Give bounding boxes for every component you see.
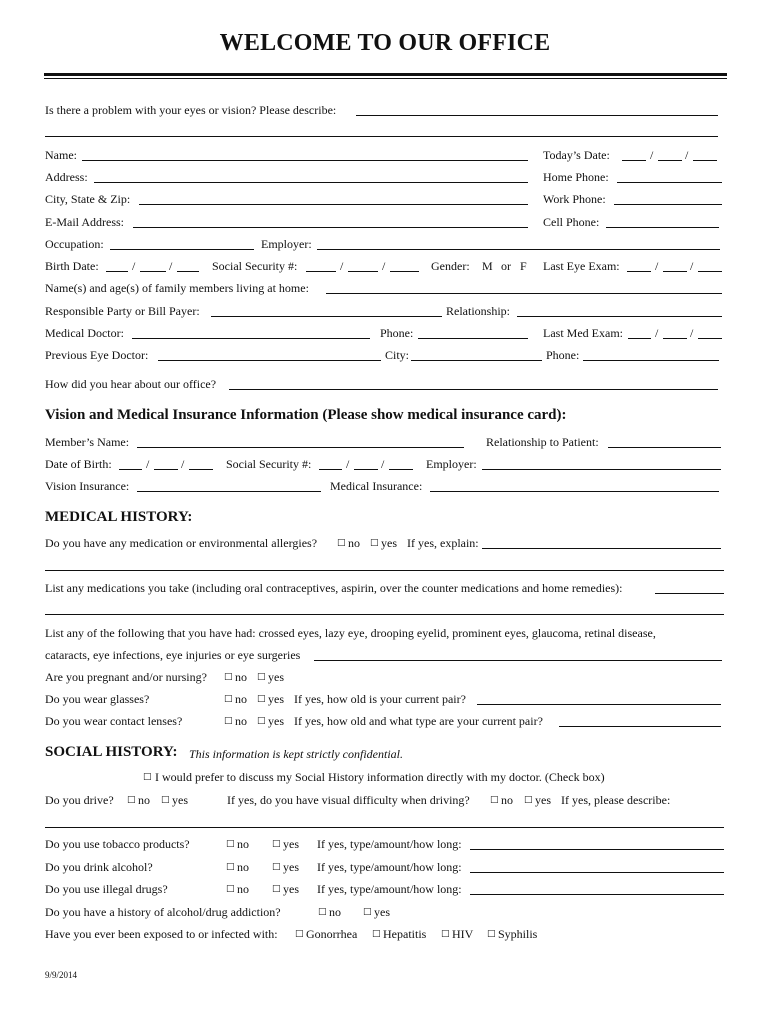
insured-ssn-part-2[interactable] — [354, 469, 378, 470]
medications-question: List any medications you take (including oral contraceptives, aspirin, over the counter medications and home remedies): — [45, 581, 623, 595]
last-med-exam-label: Last Med Exam: — [543, 326, 623, 340]
medications-field-2[interactable] — [45, 614, 724, 615]
addiction-yes-label: yes — [374, 905, 390, 919]
hear-about-field[interactable] — [229, 389, 718, 390]
drive-difficulty-question: If yes, do you have visual difficulty when driving? — [227, 793, 470, 807]
medical-doctor-field[interactable] — [132, 338, 370, 339]
last-med-exam-year[interactable] — [698, 338, 722, 339]
ssn-part-1[interactable] — [306, 271, 336, 272]
contacts-yes-checkbox[interactable]: □ — [257, 716, 266, 726]
employer-label: Employer: — [261, 237, 312, 251]
conditions-field[interactable] — [314, 660, 722, 661]
tobacco-yes-checkbox[interactable]: □ — [272, 839, 281, 849]
date-slash: / — [690, 259, 694, 273]
insured-employer-label: Employer: — [426, 457, 477, 471]
drive-yes-label: yes — [172, 793, 188, 807]
previous-eye-doctor-field[interactable] — [158, 360, 381, 361]
glasses-followup-label: If yes, how old is your current pair? — [294, 692, 466, 706]
exposure-question: Have you ever been exposed to or infected with: — [45, 927, 278, 941]
tobacco-type-label: If yes, type/amount/how long: — [317, 837, 462, 851]
alcohol-type-label: If yes, type/amount/how long: — [317, 860, 462, 874]
hepatitis-label: Hepatitis — [383, 927, 427, 941]
allergies-explain-field[interactable] — [482, 548, 721, 549]
alcohol-type-field[interactable] — [470, 872, 724, 873]
ssn-slash: / — [382, 259, 386, 273]
tobacco-yes-label: yes — [283, 837, 299, 851]
syphilis-checkbox[interactable]: □ — [487, 929, 496, 939]
glasses-yes-checkbox[interactable]: □ — [257, 694, 266, 704]
drive-question: Do you drive? — [45, 793, 114, 807]
last-eye-exam-day[interactable] — [663, 271, 687, 272]
cell-phone-label: Cell Phone: — [543, 215, 600, 229]
contacts-type-field[interactable] — [559, 726, 721, 727]
drugs-question: Do you use illegal drugs? — [45, 882, 168, 896]
relationship-to-patient-label: Relationship to Patient: — [486, 435, 599, 449]
email-field[interactable] — [133, 227, 528, 228]
relationship-label: Relationship: — [446, 304, 510, 318]
last-eye-exam-month[interactable] — [627, 271, 651, 272]
drive-no-checkbox[interactable]: □ — [127, 795, 136, 805]
social-history-heading: SOCIAL HISTORY: — [45, 744, 178, 760]
date-slash: / — [169, 259, 173, 273]
tobacco-no-label: no — [237, 837, 249, 851]
medical-insurance-label: Medical Insurance: — [330, 479, 423, 493]
doctor-phone-field[interactable] — [418, 338, 528, 339]
hiv-label: HIV — [452, 927, 474, 941]
employer-field[interactable] — [317, 249, 720, 250]
page-title: WELCOME TO OUR OFFICE — [219, 30, 551, 56]
city-state-zip-label: City, State & Zip: — [45, 192, 131, 206]
responsible-party-label: Responsible Party or Bill Payer: — [45, 304, 200, 318]
difficulty-yes-checkbox[interactable]: □ — [524, 795, 533, 805]
birth-year-field[interactable] — [177, 271, 199, 272]
ssn-slash: / — [381, 457, 385, 471]
family-members-field[interactable] — [326, 293, 722, 294]
conditions-question-line2: cataracts, eye infections, eye injuries or eye surgeries — [45, 648, 301, 662]
birth-month-field[interactable] — [106, 271, 128, 272]
form-revision-date: 9/9/2014 — [45, 970, 78, 980]
tobacco-question: Do you use tobacco products? — [45, 837, 190, 851]
date-slash: / — [685, 148, 689, 162]
allergies-question: Do you have any medication or environmental allergies? — [45, 536, 318, 550]
title-divider — [44, 73, 727, 76]
medical-doctor-label: Medical Doctor: — [45, 326, 124, 340]
contacts-no-checkbox[interactable]: □ — [224, 716, 233, 726]
previous-doctor-city-field[interactable] — [411, 360, 542, 361]
alcohol-question: Do you drink alcohol? — [45, 860, 153, 874]
ssn-part-3[interactable] — [390, 271, 419, 272]
insured-dob-month[interactable] — [119, 469, 142, 470]
insured-employer-field[interactable] — [482, 469, 721, 470]
relationship-field[interactable] — [517, 316, 722, 317]
drugs-no-checkbox[interactable]: □ — [226, 884, 235, 894]
todays-date-label: Today’s Date: — [543, 148, 610, 162]
city-state-zip-field[interactable] — [139, 204, 528, 205]
todays-date-year[interactable] — [693, 160, 717, 161]
drive-yes-checkbox[interactable]: □ — [161, 795, 170, 805]
gender-or: or — [501, 259, 511, 273]
insured-ssn-label: Social Security #: — [226, 457, 312, 471]
allergies-yes-label: yes — [381, 536, 397, 550]
allergies-no-label: no — [348, 536, 360, 550]
drugs-yes-label: yes — [283, 882, 299, 896]
syphilis-label: Syphilis — [498, 927, 538, 941]
title-divider-thin — [44, 78, 727, 79]
contacts-no-label: no — [235, 714, 247, 728]
hear-about-label: How did you hear about our office? — [45, 377, 217, 391]
date-slash: / — [146, 457, 150, 471]
glasses-age-field[interactable] — [477, 704, 721, 705]
drugs-type-label: If yes, type/amount/how long: — [317, 882, 462, 896]
occupation-field[interactable] — [110, 249, 254, 250]
problem-field-2[interactable] — [45, 136, 718, 137]
drugs-type-field[interactable] — [470, 894, 724, 895]
name-label: Name: — [45, 148, 77, 162]
ssn-slash: / — [346, 457, 350, 471]
problem-label: Is there a problem with your eyes or vision? Please describe: — [45, 103, 337, 117]
pregnant-question: Are you pregnant and/or nursing? — [45, 670, 207, 684]
medications-field[interactable] — [655, 593, 724, 594]
hiv-checkbox[interactable]: □ — [441, 929, 450, 939]
pregnant-no-label: no — [235, 670, 247, 684]
occupation-label: Occupation: — [45, 237, 104, 251]
allergies-no-checkbox[interactable]: □ — [337, 538, 346, 548]
todays-date-month[interactable] — [622, 160, 646, 161]
allergies-explain-field-2[interactable] — [45, 570, 724, 571]
address-field[interactable] — [94, 182, 528, 183]
contacts-followup-label: If yes, how old and what type are your current pair? — [294, 714, 543, 728]
difficulty-no-checkbox[interactable]: □ — [490, 795, 499, 805]
confidential-note: This information is kept strictly confidential. — [189, 747, 403, 761]
ssn-part-2[interactable] — [348, 271, 378, 272]
glasses-yes-label: yes — [268, 692, 284, 706]
insured-ssn-part-3[interactable] — [389, 469, 413, 470]
date-slash: / — [655, 326, 659, 340]
glasses-no-label: no — [235, 692, 247, 706]
cell-phone-field[interactable] — [606, 227, 719, 228]
gonorrhea-checkbox[interactable]: □ — [295, 929, 304, 939]
last-eye-exam-label: Last Eye Exam: — [543, 259, 620, 273]
doctor-phone-label: Phone: — [380, 326, 414, 340]
alcohol-no-label: no — [237, 860, 249, 874]
hepatitis-checkbox[interactable]: □ — [372, 929, 381, 939]
drugs-yes-checkbox[interactable]: □ — [272, 884, 281, 894]
addiction-yes-checkbox[interactable]: □ — [363, 907, 372, 917]
last-med-exam-day[interactable] — [663, 338, 687, 339]
ssn-slash: / — [340, 259, 344, 273]
previous-doctor-phone-label: Phone: — [546, 348, 580, 362]
date-slash: / — [690, 326, 694, 340]
drive-no-label: no — [138, 793, 150, 807]
insured-dob-year[interactable] — [189, 469, 213, 470]
member-name-field[interactable] — [137, 447, 464, 448]
difficulty-no-label: no — [501, 793, 513, 807]
date-slash: / — [650, 148, 654, 162]
date-slash: / — [132, 259, 136, 273]
pregnant-no-checkbox[interactable]: □ — [224, 672, 233, 682]
todays-date-day[interactable] — [658, 160, 682, 161]
insured-dob-day[interactable] — [154, 469, 178, 470]
glasses-no-checkbox[interactable]: □ — [224, 694, 233, 704]
gonorrhea-label: Gonorrhea — [306, 927, 358, 941]
difficulty-yes-label: yes — [535, 793, 551, 807]
previous-eye-doctor-label: Previous Eye Doctor: — [45, 348, 149, 362]
last-med-exam-month[interactable] — [628, 338, 651, 339]
pregnant-yes-checkbox[interactable]: □ — [257, 672, 266, 682]
addiction-no-label: no — [329, 905, 341, 919]
vision-insurance-field[interactable] — [137, 491, 321, 492]
birth-date-label: Birth Date: — [45, 259, 99, 273]
tobacco-no-checkbox[interactable]: □ — [226, 839, 235, 849]
previous-doctor-city-label: City: — [385, 348, 410, 362]
family-members-label: Name(s) and age(s) of family members living at home: — [45, 281, 309, 295]
allergies-explain-label: If yes, explain: — [407, 536, 479, 550]
insured-ssn-part-1[interactable] — [319, 469, 342, 470]
name-field[interactable] — [82, 160, 528, 161]
social-security-label: Social Security #: — [212, 259, 298, 273]
home-phone-field[interactable] — [617, 182, 722, 183]
email-label: E-Mail Address: — [45, 215, 124, 229]
contacts-question: Do you wear contact lenses? — [45, 714, 183, 728]
allergies-yes-checkbox[interactable]: □ — [370, 538, 379, 548]
medical-insurance-field[interactable] — [430, 491, 719, 492]
addiction-question: Do you have a history of alcohol/drug addiction? — [45, 905, 281, 919]
last-eye-exam-year[interactable] — [698, 271, 722, 272]
drive-describe-label: If yes, please describe: — [561, 793, 671, 807]
alcohol-no-checkbox[interactable]: □ — [226, 862, 235, 872]
tobacco-type-field[interactable] — [470, 849, 724, 850]
prefer-discuss-label: I would prefer to discuss my Social History information directly with my doctor. (Check box) — [155, 770, 605, 784]
gender-f-option[interactable]: F — [520, 259, 527, 273]
drugs-no-label: no — [237, 882, 249, 896]
previous-doctor-phone-field[interactable] — [583, 360, 719, 361]
pregnant-yes-label: yes — [268, 670, 284, 684]
insured-dob-label: Date of Birth: — [45, 457, 112, 471]
medical-history-heading: MEDICAL HISTORY: — [45, 509, 193, 525]
gender-m-option[interactable]: M — [482, 259, 493, 273]
date-slash: / — [655, 259, 659, 273]
member-name-label: Member’s Name: — [45, 435, 130, 449]
date-slash: / — [181, 457, 185, 471]
alcohol-yes-label: yes — [283, 860, 299, 874]
work-phone-label: Work Phone: — [543, 192, 606, 206]
gender-label: Gender: — [431, 259, 470, 273]
vision-insurance-label: Vision Insurance: — [45, 479, 130, 493]
alcohol-yes-checkbox[interactable]: □ — [272, 862, 281, 872]
addiction-no-checkbox[interactable]: □ — [318, 907, 327, 917]
conditions-question-line1: List any of the following that you have had: crossed eyes, lazy eye, drooping eyelid, prominent eyes, glaucoma, retinal disease, — [45, 626, 656, 640]
work-phone-field[interactable] — [614, 204, 722, 205]
insurance-heading: Vision and Medical Insurance Information (Please show medical insurance card): — [45, 407, 567, 423]
drive-describe-field[interactable] — [45, 827, 724, 828]
problem-field[interactable] — [356, 115, 718, 116]
responsible-party-field[interactable] — [211, 316, 442, 317]
birth-day-field[interactable] — [140, 271, 166, 272]
prefer-discuss-checkbox[interactable]: □ — [143, 772, 152, 782]
address-label: Address: — [45, 170, 88, 184]
relationship-to-patient-field[interactable] — [608, 447, 721, 448]
contacts-yes-label: yes — [268, 714, 284, 728]
glasses-question: Do you wear glasses? — [45, 692, 150, 706]
home-phone-label: Home Phone: — [543, 170, 609, 184]
